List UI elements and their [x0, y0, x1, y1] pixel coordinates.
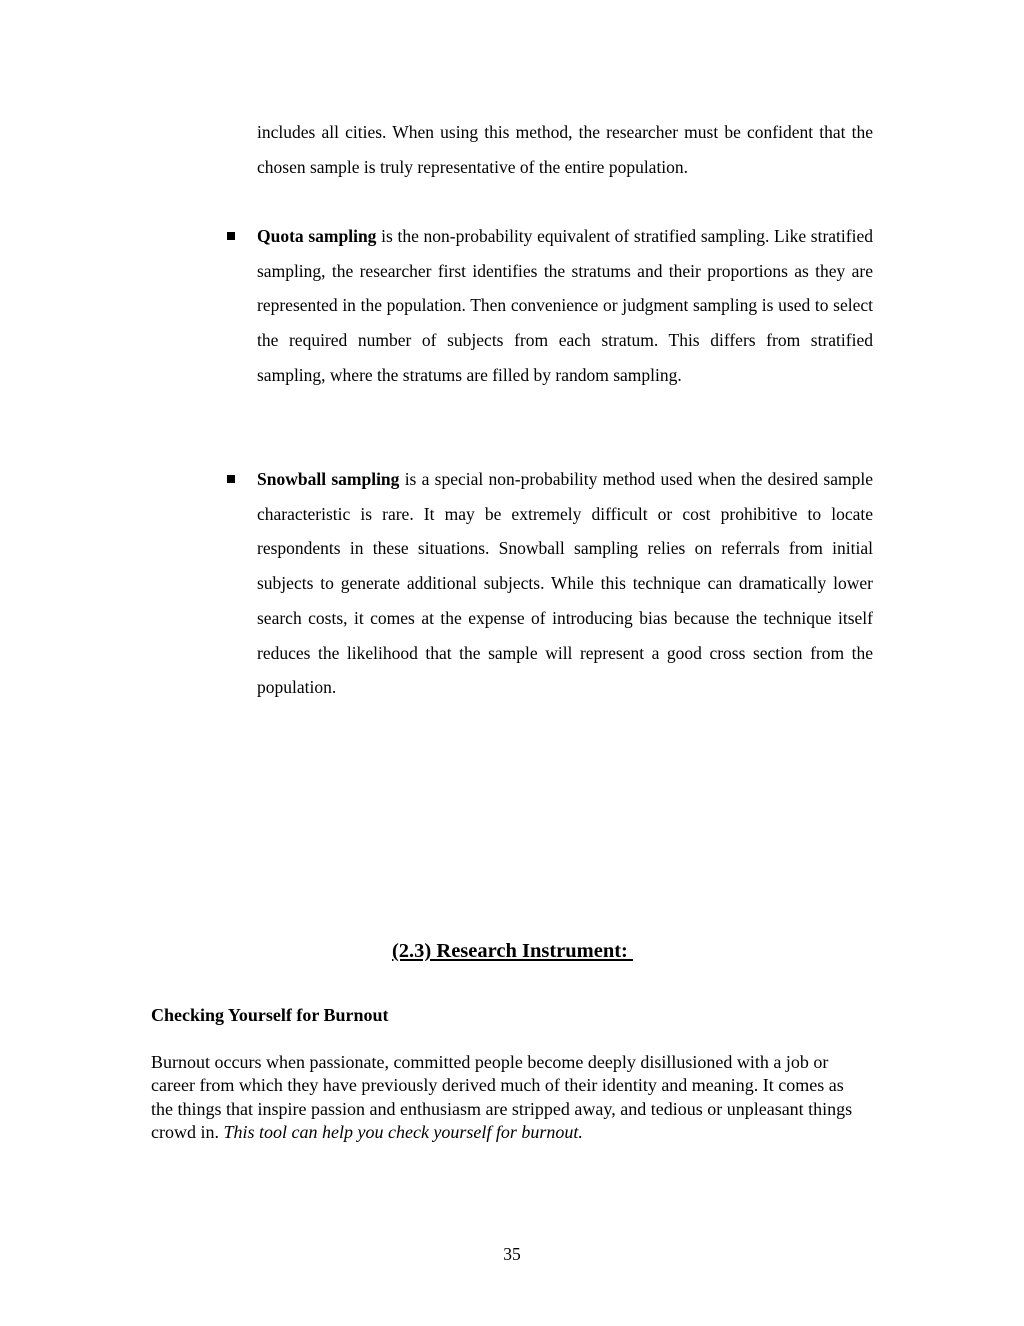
- section-heading-text: (2.3) Research Instrument:: [391, 940, 634, 962]
- bullet-term: Snowball sampling: [257, 469, 400, 489]
- bullet-text: [257, 462, 873, 705]
- subheading: Checking Yourself for Burnout: [151, 1005, 389, 1025]
- bullet-term: Quota sampling: [257, 226, 377, 246]
- burnout-paragraph-text: Burnout occurs when passionate, committed people become deeply disillusioned with a job or career from which they have previously derived much of their identity and meaning. It comes as the things that inspire passion and enthusiasm are stripped away, and tedious or unpleasant things crowd in.: [151, 1052, 853, 1143]
- page-number: 35: [503, 1244, 521, 1264]
- section-heading: [0, 940, 1024, 963]
- burnout-paragraph-italic: This tool can help you check yourself for burnout.: [223, 1122, 583, 1143]
- bullet-body: is the non-probability equivalent of stratified sampling. Like stratified sampling, the researcher first identifies the stratums and their proportions as they are represented in the population. Then convenience or judgment sampling is used to select the required number of subjects from each stratum. This differs from stratified sampling, where the stratums are filled by random sampling.: [257, 226, 873, 385]
- continuation-paragraph: includes all cities. When using this method, the researcher must be confident that the chosen sample is truly representative of the entire population.: [257, 122, 873, 177]
- square-bullet-icon: [227, 475, 235, 483]
- square-bullet-icon: [227, 232, 235, 240]
- bullet-body: is a special non-probability method used when the desired sample characteristic is rare. It may be extremely difficult or cost prohibitive to locate respondents in these situations. Snowball sampling relies on referrals from initial subjects to generate additional subjects. While this technique can dramatically lower search costs, it comes at the expense of introducing bias because the technique itself reduces the likelihood that the sample will represent a good cross section from the population.: [257, 469, 874, 698]
- bullet-text: [257, 219, 873, 393]
- burnout-paragraph: [151, 1051, 861, 1145]
